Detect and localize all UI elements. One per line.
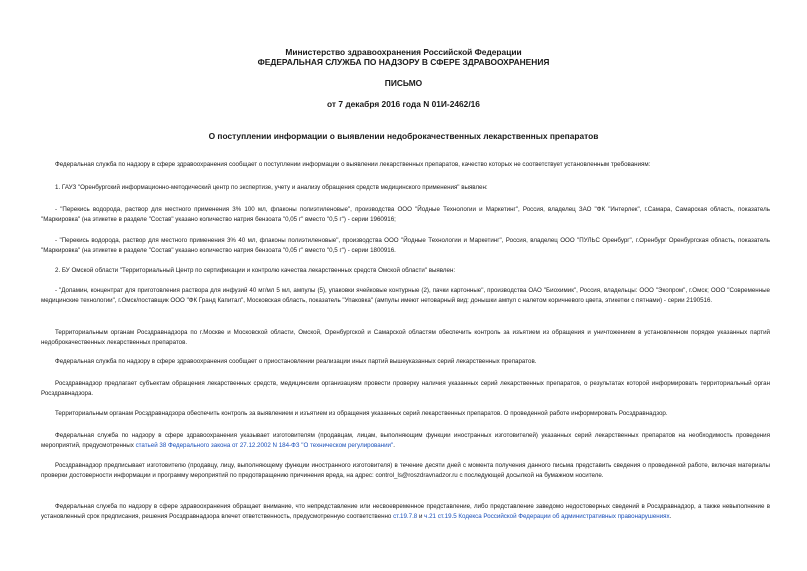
ministry-name: Министерство здравоохранения Российской Федерации (285, 47, 522, 57)
paragraph-drug-1: - "Перекись водорода, раствор для местного применения 3% 100 мл, флаконы полиэтиленовые", производства ООО "Йодные Технологии и Маркетинг", Россия, владелец ЗАО "ФК "Интерлек", г.Самара, Самарская область, показатель "Маркировка" (на этикетке в разделе "Состав" указано количество натрия бензоата "0,05 г" вместо "0,5 г") - серии 1960916; (41, 206, 770, 223)
paragraph-manufacturers-end: . (393, 441, 395, 449)
paragraph-intro: Федеральная служба по надзору в сфере здравоохранения сообщает о поступлении информации о выявлении лекарственных препаратов, качество которых не соответствует установленным требованиям: (55, 161, 651, 168)
paragraph-manufacturers (41, 431, 770, 450)
paragraph-responsibility-sep: и (417, 512, 425, 520)
law-184-fz-link[interactable]: статьей 38 Федерального закона от 27.12.2002 N 184-ФЗ "О техническом регулировании" (135, 441, 394, 449)
document-type: ПИСЬМО (384, 78, 423, 88)
paragraph-prescription: Росздравнадзор предписывает изготовителю (продавцу, лицу, выполняющему функции иностранного изготовителя) в течение десяти дней с момента получения данного письма представить сведения о проведенной работе, включая материалы проверки достоверности информации и программу мероприятий по предотвращению причинения вреда, на адрес: control_ls@roszdravnadzor.ru с последующей досылкой на бумажном носителе. (41, 462, 770, 479)
paragraph-item-2: 2. БУ Омской области "Территориальный Центр по сертификации и контролю качества лекарственных средств Омской области" выявлен: (55, 267, 456, 274)
paragraph-item-1: 1. ГАУЗ "Оренбургский информационно-методический центр по экспертизе, учету и анализу обращения средств медицинского применения" выявлен: (55, 184, 488, 191)
paragraph-drug-3: - "Допамин, концентрат для приготовления раствора для инфузий 40 мг/мл 5 мл, ампулы (5), упаковки ячейковые контурные (2), пачки картонные", производства ОАО "Биохимик", Россия, владельцы: ООО "Экопром", г.Омск; ООО "Современные медицинские технологии", г.Омск/поставщик ООО "ФК Гранд Капитал", Московская область, показатель "Упаковка" (ампулы имеют нетоварный вид: донышки ампул с налетом коричневого цвета, этикетки с пятнами) - серии 2190516. (41, 287, 770, 304)
paragraph-manufacturers-text: Федеральная служба по надзору в сфере здравоохранения указывает изготовителям (продавцам, лицам, выполняющим функции иностранных изготовителей) указанных серий лекарственных препаратов на необходимость проведения мероприятий, предусмотренных (41, 432, 770, 449)
paragraph-suspension: Федеральная служба по надзору в сфере здравоохранения сообщает о приостановлении реализации иных партий вышеуказанных серий лекарственных препаратов. (55, 358, 537, 365)
paragraph-drug-2: - "Перекись водорода, раствор для местного применения 3% 40 мл, флаконы полиэтиленовые", производства ООО "Йодные Технологии и Маркетинг", Россия, владелец ООО "ПУЛЬС Оренбург", г.Оренбург Оренбургская область, показатель "Маркировка" (на этикетке в разделе "Состав" указано количество натрия бензоата "0,05 г" вместо "0,5 г") - серии 1800916. (41, 237, 770, 254)
paragraph-responsibility (41, 502, 770, 521)
paragraph-inform: Территориальным органам Росздравнадзора обеспечить контроль за выявлением и изъятием из обращения указанных серий лекарственных препаратов. О проведенной работе информировать Росздравнадзор. (55, 410, 668, 417)
article-19-7-8-link[interactable]: ст.19.7.8 (393, 512, 418, 520)
paragraph-responsibility-end: . (669, 512, 672, 520)
date-number: от 7 декабря 2016 года N 01И-2462/16 (327, 99, 480, 109)
paragraph-responsibility-text: Федеральная служба по надзору в сфере здравоохранения обращает внимание, что непредставление или несвоевременное представление, либо представление заведомо недостоверных сведений в Росздравнадзор, а также невыполнение в установленный срок предписания, решения Росздравнадзора влечет ответственность, предусмотренную соответственно (41, 503, 770, 520)
paragraph-check: Росздравнадзор предлагает субъектам обращения лекарственных средств, медицинским организациям провести проверку наличия указанных серий лекарственных препаратов, о результатах которой информировать территориальный орган Росздравнадзора. (41, 380, 770, 397)
paragraph-control: Территориальным органам Росздравнадзора по г.Москве и Московской области, Омской, Оренбургской и Самарской областям обеспечить контроль за изъятием из обращения и уничтожением в установленном порядке указанных партий недоброкачественных лекарственных препаратов. (41, 329, 770, 346)
service-name: ФЕДЕРАЛЬНАЯ СЛУЖБА ПО НАДЗОРУ В СФЕРЕ ЗДРАВООХРАНЕНИЯ (257, 57, 550, 67)
article-19-5-link[interactable]: ч.21 ст.19.5 Кодекса Российской Федерации об административных правонарушениях (424, 512, 670, 520)
letter-subject: О поступлении информации о выявлении недоброкачественных лекарственных препаратов (208, 131, 599, 141)
